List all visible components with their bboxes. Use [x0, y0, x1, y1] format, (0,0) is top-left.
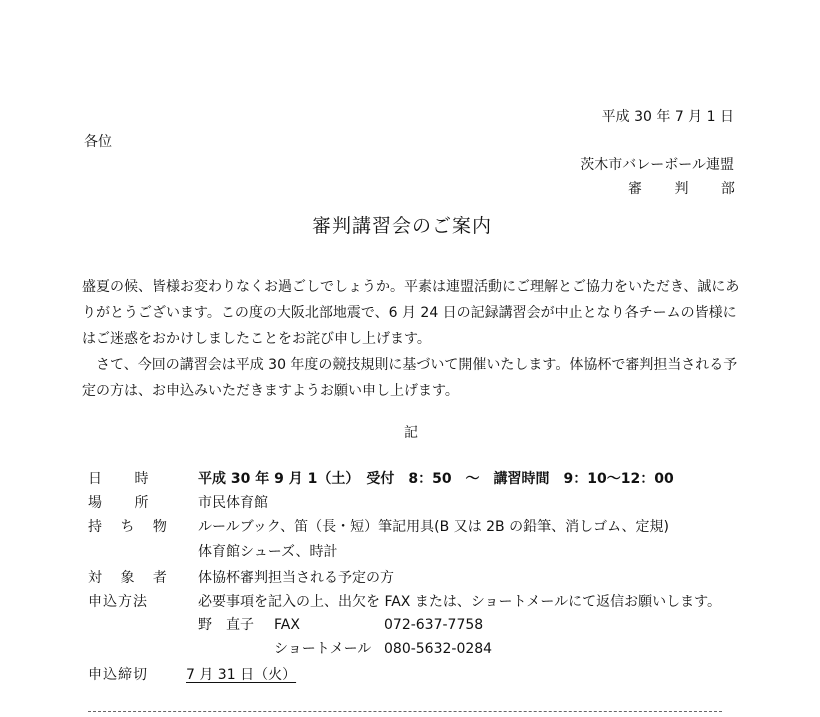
place-value: 市民体育館: [198, 495, 268, 511]
recipient: 各位: [84, 134, 112, 150]
sms-label: ショートメール: [274, 641, 372, 657]
fax-number: 072-637-7758: [384, 617, 484, 633]
body-paragraph-2: さて、今回の講習会は平成 30 年度の競技規則に基づいて開催いたします。体協杯で審判担当される予定の方は、お申込みいただきますようお願い申し上げます。: [82, 357, 738, 399]
place-label: 場 所: [88, 495, 163, 511]
page-title: 審判講習会のご案内: [312, 215, 493, 237]
datetime-label: 日 時: [88, 471, 163, 487]
apply-method-label: 申込方法: [88, 594, 148, 610]
datetime-value: 平成 30 年 9 月 1（土） 受付 8：50 ～ 講習時間 9：10～12：00: [198, 471, 674, 487]
sms-number: 080-5632-0284: [384, 641, 493, 657]
body-paragraph-1: 盛夏の候、皆様お変わりなくお過ごしでしょうか。平素は連盟活動にご理解とご協力をいただき、誠にありがとうございます。この度の大阪北部地震で、6 月 24 日の記録講習会が中止となり各チームの皆様にはご迷惑をおかけしましたことをお詫び申し上げます。: [82, 279, 740, 347]
issue-date: 平成 30 年 7 月 1 日: [601, 109, 734, 125]
items-value-1: ルールブック、笛（長・短）筆記用具(B 又は 2B の鉛筆、消しゴム、定規): [198, 519, 669, 535]
fax-label: FAX: [274, 617, 300, 633]
deadline-value: 7 月 31 日（火）: [186, 667, 297, 683]
deadline-label: 申込締切: [88, 667, 148, 683]
target-value: 体協杯審判担当される予定の方: [198, 570, 394, 586]
cut-line: [88, 711, 722, 712]
apply-method-value: 必要事項を記入の上、出欠を FAX または、ショートメールにて返信お願いします。: [198, 594, 722, 610]
contact-name: 野 直子: [198, 617, 254, 633]
items-value-2: 体育館シューズ、時計: [198, 544, 338, 560]
department-name: 審 判 部: [628, 181, 749, 197]
ki-heading: 記: [404, 425, 418, 441]
items-label: 持 ち 物: [88, 519, 174, 535]
target-label: 対 象 者: [88, 570, 174, 586]
organization-name: 茨木市バレーボール連盟: [580, 157, 734, 173]
